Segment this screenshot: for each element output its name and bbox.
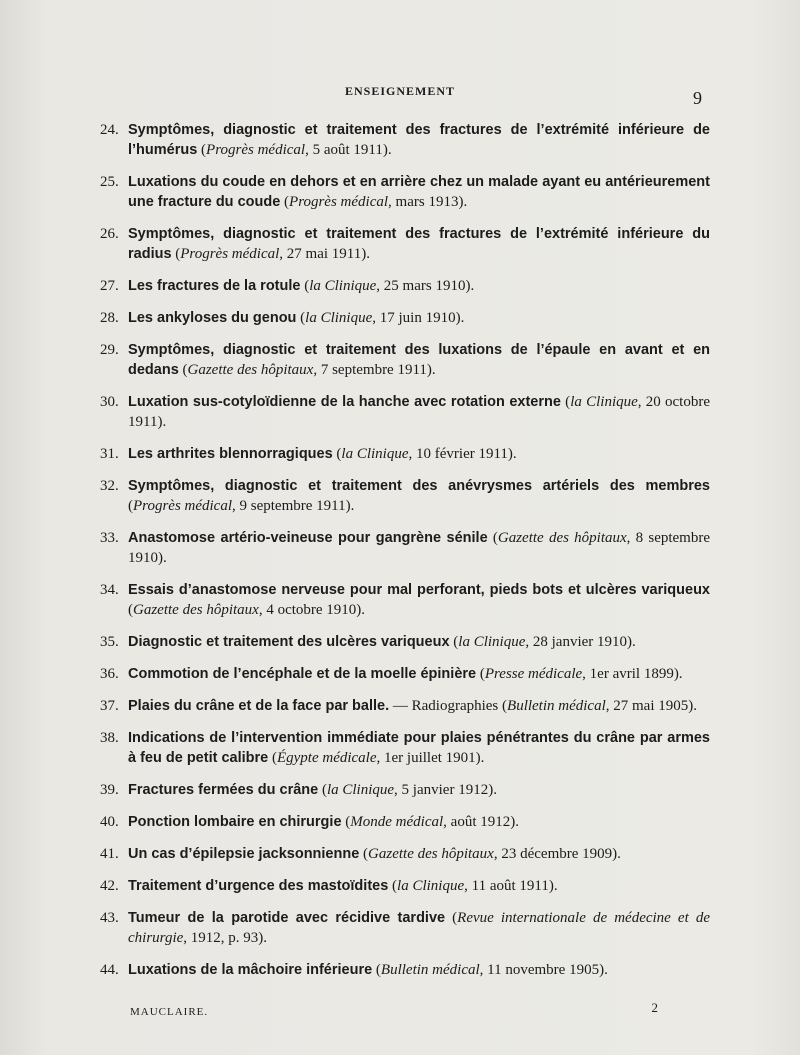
- bibliography-entry: 43. Tumeur de la parotide avec récidive tardive (Revue internationale de médecine et de chirurgie, 1912, p. 93).: [100, 910, 710, 946]
- entry-number: 33.: [100, 530, 119, 546]
- entry-number: 24.: [100, 122, 119, 138]
- bibliography-entry: 25. Luxations du coude en dehors et en arrière chez un malade ayant eu antérieurement une fracture du coude (Progrès médical, mars 1913).: [100, 174, 710, 210]
- running-title: ENSEIGNEMENT: [344, 84, 456, 98]
- bibliography-entry: 39. Fractures fermées du crâne (la Clinique, 5 janvier 1912).: [100, 782, 497, 798]
- entry-title: Indications de l’intervention immédiate pour plaies pénétrantes du crâne par armes à feu de petit calibre: [128, 730, 710, 766]
- bibliography-entry: 36. Commotion de l’encéphale et de la moelle épinière (Presse médicale, 1er avril 1899).: [100, 666, 683, 682]
- entry-title: Les fractures de la rotule: [128, 278, 301, 294]
- entry-title: Les arthrites blennorragiques: [128, 446, 333, 462]
- bibliography-entry: 44. Luxations de la mâchoire inférieure (Bulletin médical, 11 novembre 1905).: [100, 962, 608, 978]
- entry-journal: Égypte médicale: [276, 750, 377, 766]
- entry-number: 39.: [100, 782, 119, 798]
- entry-number: 36.: [100, 666, 119, 682]
- entry-title: Symptômes, diagnostic et traitement des fractures de l’extrémité inférieure de l’humérus: [128, 122, 710, 158]
- entry-journal: Bulletin médical: [507, 698, 606, 714]
- entry-number: 29.: [100, 342, 119, 358]
- entry-number: 31.: [100, 446, 119, 462]
- entry-number: 27.: [100, 278, 119, 294]
- bibliography-entry: 26. Symptômes, diagnostic et traitement des fractures de l’extrémité inférieure du radius (Progrès médical, 27 mai 1911).: [100, 226, 710, 262]
- entry-number: 32.: [100, 478, 119, 494]
- bibliography-entry: 24. Symptômes, diagnostic et traitement des fractures de l’extrémité inférieure de l’humérus (Progrès médical, 5 août 1911).: [100, 122, 710, 158]
- entry-title: Symptômes, diagnostic et traitement des fractures de l’extrémité inférieure du radius: [128, 226, 710, 262]
- entry-journal: Revue internationale de médecine et de chirurgie: [128, 910, 710, 946]
- entry-date: , 25 mars 1910).: [376, 278, 475, 294]
- entry-number: 26.: [100, 226, 119, 242]
- entry-date: , 8 septembre 1910).: [128, 530, 711, 566]
- bibliography-entry: 34. Essais d’anastomose nerveuse pour mal perforant, pieds bots et ulcères variqueux (Gazette des hôpitaux, 4 octobre 1910).: [100, 582, 710, 618]
- entry-date: , 10 février 1911).: [408, 446, 517, 462]
- bibliography-entry: 40. Ponction lombaire en chirurgie (Monde médical, août 1912).: [100, 814, 519, 830]
- entry-number: 44.: [100, 962, 119, 978]
- entry-title: Luxations du coude en dehors et en arrière chez un malade ayant eu antérieurement une fracture du coude: [128, 174, 710, 210]
- entry-number: 43.: [100, 910, 119, 926]
- entry-title: Traitement d’urgence des mastoïdites: [128, 878, 389, 894]
- entry-journal: la Clinique: [570, 394, 638, 410]
- entry-date: , 20 octobre 1911).: [128, 394, 710, 430]
- entry-title: Les ankyloses du genou: [128, 310, 297, 326]
- entry-number: 30.: [100, 394, 119, 410]
- entry-journal: Progrès médical,: [289, 194, 392, 210]
- entry-journal: la Clinique: [458, 634, 526, 650]
- footer-author: MAUCLAIRE.: [130, 1006, 209, 1018]
- entry-journal: la Clinique: [309, 278, 377, 294]
- entry-title: Luxation sus-cotyloïdienne de la hanche avec rotation externe: [128, 394, 561, 410]
- bibliography-entry: 32. Symptômes, diagnostic et traitement des anévrysmes artériels des membres (Progrès médical, 9 septembre 1911).: [100, 478, 710, 514]
- bibliography-list: [100, 120, 710, 992]
- entry-date: , 28 janvier 1910).: [525, 634, 636, 650]
- entry-journal: Progrès médical: [206, 142, 306, 158]
- entry-date: , 27 mai 1911).: [279, 246, 370, 262]
- entry-title: Tumeur de la parotide avec récidive tardive: [128, 910, 446, 926]
- entry-title: Essais d’anastomose nerveuse pour mal perforant, pieds bots et ulcères variqueux: [128, 582, 710, 598]
- entry-title: Luxations de la mâchoire inférieure: [128, 962, 373, 978]
- entry-title: Un cas d’épilepsie jacksonnienne: [128, 846, 360, 862]
- entry-journal: Gazette des hôpitaux: [133, 602, 259, 618]
- entry-number: 34.: [100, 582, 119, 598]
- bibliography-entry: 42. Traitement d’urgence des mastoïdites (la Clinique, 11 août 1911).: [100, 878, 558, 894]
- entry-journal: la Clinique: [341, 446, 409, 462]
- entry-date: , 11 novembre 1905).: [479, 962, 608, 978]
- entry-date: , 5 janvier 1912).: [394, 782, 497, 798]
- entry-date: , 11 août 1911).: [464, 878, 558, 894]
- page-header: [0, 84, 800, 114]
- entry-journal: la Clinique: [397, 878, 465, 894]
- entry-journal: Gazette des hôpitaux: [187, 362, 314, 378]
- entry-number: 35.: [100, 634, 119, 650]
- entry-journal: Gazette des hôpitaux: [497, 530, 627, 546]
- entry-title: Symptômes, diagnostic et traitement des luxations de l’épaule en avant et en dedans: [128, 342, 710, 378]
- entry-title: Diagnostic et traitement des ulcères variqueux: [128, 634, 450, 650]
- entry-date: , août 1912).: [443, 814, 519, 830]
- entry-journal: Progrès médical: [133, 498, 233, 514]
- entry-number: 40.: [100, 814, 119, 830]
- entry-title: Symptômes, diagnostic et traitement des anévrysmes artériels des membres: [128, 478, 710, 494]
- bibliography-entry: 27. Les fractures de la rotule (la Clinique, 25 mars 1910).: [100, 278, 475, 294]
- entry-date: , 1912, p. 93).: [183, 930, 268, 946]
- entry-date: , 9 septembre 1911).: [232, 498, 355, 514]
- bibliography-entry: 29. Symptômes, diagnostic et traitement des luxations de l’épaule en avant et en dedans (Gazette des hôpitaux, 7 septembre 1911).: [100, 342, 710, 378]
- bibliography-entry: 41. Un cas d’épilepsie jacksonnienne (Gazette des hôpitaux, 23 décembre 1909).: [100, 846, 621, 862]
- entry-journal: Monde médical: [350, 814, 444, 830]
- entry-date: , 27 mai 1905).: [605, 698, 698, 714]
- page-footer: [130, 1000, 670, 1020]
- bibliography-entry: 28. Les ankyloses du genou (la Clinique, 17 juin 1910).: [100, 310, 465, 326]
- entry-title: Plaies du crâne et de la face par balle.: [128, 698, 390, 714]
- entry-date: mars 1913).: [391, 194, 468, 210]
- bibliography-entry: 31. Les arthrites blennorragiques (la Clinique, 10 février 1911).: [100, 446, 517, 462]
- entry-journal: la Clinique: [305, 310, 373, 326]
- entry-title: Fractures fermées du crâne: [128, 782, 319, 798]
- entry-journal: Bulletin médical: [380, 962, 480, 978]
- bibliography-entry: 38. Indications de l’intervention immédiate pour plaies pénétrantes du crâne par armes à feu de petit calibre (Égypte médicale, 1er juillet 1901).: [100, 730, 710, 766]
- entry-journal: Presse médicale: [484, 666, 583, 682]
- entry-number: 25.: [100, 174, 119, 190]
- entry-title: Ponction lombaire en chirurgie: [128, 814, 342, 830]
- entry-date: , 23 décembre 1909).: [493, 846, 621, 862]
- bibliography-entry: 30. Luxation sus-cotyloïdienne de la hanche avec rotation externe (la Clinique, 20 octobre 1911).: [100, 394, 710, 430]
- entry-number: 41.: [100, 846, 119, 862]
- signature-mark: 2: [651, 1000, 658, 1015]
- bibliography-entry: 37. Plaies du crâne et de la face par balle. — Radiographies (Bulletin médical, 27 mai 1905).: [100, 698, 698, 714]
- entry-note: — Radiographies: [389, 698, 503, 714]
- entry-journal: Gazette des hôpitaux: [368, 846, 494, 862]
- entry-date: , 17 juin 1910).: [372, 310, 465, 326]
- entry-date: , 1er avril 1899).: [582, 666, 683, 682]
- entry-number: 42.: [100, 878, 119, 894]
- entry-journal: la Clinique: [326, 782, 395, 798]
- page-number: 9: [693, 88, 702, 108]
- bibliography-entry: 35. Diagnostic et traitement des ulcères variqueux (la Clinique, 28 janvier 1910).: [100, 634, 636, 650]
- entry-number: 28.: [100, 310, 119, 326]
- bibliography-entry: 33. Anastomose artério-veineuse pour gangrène sénile (Gazette des hôpitaux, 8 septembre 1910).: [100, 530, 711, 566]
- entry-date: , 5 août 1911).: [305, 142, 392, 158]
- entry-number: 37.: [100, 698, 119, 714]
- entry-number: 38.: [100, 730, 119, 746]
- entry-journal: Progrès médical: [180, 246, 280, 262]
- entry-date: , 4 octobre 1910).: [258, 602, 366, 618]
- entry-title: Anastomose artério-veineuse pour gangrène sénile: [128, 530, 488, 546]
- entry-date: , 7 septembre 1911).: [313, 362, 436, 378]
- entry-date: , 1er juillet 1901).: [376, 750, 485, 766]
- entry-title: Commotion de l’encéphale et de la moelle épinière: [128, 666, 477, 682]
